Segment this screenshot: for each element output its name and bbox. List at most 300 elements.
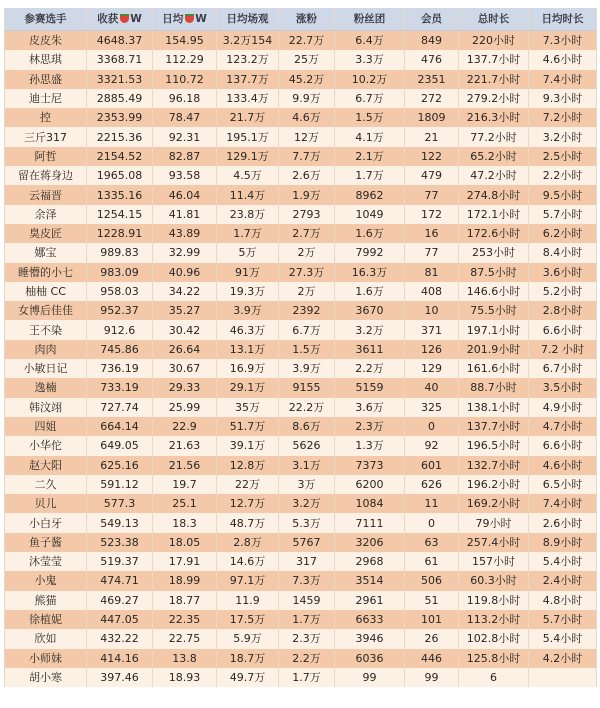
player-name: 余泽 xyxy=(5,205,87,224)
fans-value: 3.9万 xyxy=(279,359,335,378)
total-hours-value: 172.6小时 xyxy=(459,224,529,243)
members-value: 51 xyxy=(405,591,459,610)
header-views: 日均场观 xyxy=(217,8,279,31)
daily-hours-value: 7.3小时 xyxy=(529,31,597,51)
income-value: 958.03 xyxy=(87,282,153,301)
members-value: 26 xyxy=(405,629,459,648)
table-row xyxy=(5,127,597,146)
fans-value: 2.3万 xyxy=(279,629,335,648)
fans-value: 1.7万 xyxy=(279,610,335,629)
daily-hours-value: 4.7小时 xyxy=(529,417,597,436)
members-value: 0 xyxy=(405,417,459,436)
daily-hours-value: 7.2小时 xyxy=(529,108,597,127)
ranking-sheet xyxy=(4,8,596,687)
views-value: 123.2万 xyxy=(217,50,279,69)
daily-hours-value: 2.5小时 xyxy=(529,147,597,166)
header-members: 会员 xyxy=(405,8,459,31)
fans-value: 7.7万 xyxy=(279,147,335,166)
table-row xyxy=(5,243,597,262)
daily-hours-value: 4.6小时 xyxy=(529,50,597,69)
fan-club-value: 2.3万 xyxy=(335,417,405,436)
daily-value: 112.29 xyxy=(153,50,217,69)
income-value: 414.16 xyxy=(87,649,153,668)
fan-club-value: 6.7万 xyxy=(335,89,405,108)
fans-value: 2.7万 xyxy=(279,224,335,243)
table-row xyxy=(5,398,597,417)
fan-club-value: 1084 xyxy=(335,494,405,513)
daily-value: 41.81 xyxy=(153,205,217,224)
total-hours-value: 75.5小时 xyxy=(459,301,529,320)
daily-hours-value: 6.7小时 xyxy=(529,359,597,378)
player-name: 柚柚 CC xyxy=(5,282,87,301)
fan-club-value: 6.4万 xyxy=(335,31,405,51)
views-value: 1.7万 xyxy=(217,224,279,243)
fans-value: 8.6万 xyxy=(279,417,335,436)
player-name: 睡懵的小七 xyxy=(5,263,87,282)
daily-hours-value: 5.2小时 xyxy=(529,282,597,301)
table-row xyxy=(5,301,597,320)
daily-hours-value: 5.4小时 xyxy=(529,629,597,648)
table-row xyxy=(5,571,597,590)
members-value: 126 xyxy=(405,340,459,359)
total-hours-value: 65.2小时 xyxy=(459,147,529,166)
views-value: 195.1万 xyxy=(217,127,279,146)
table-row xyxy=(5,417,597,436)
daily-value: 18.77 xyxy=(153,591,217,610)
income-value: 989.83 xyxy=(87,243,153,262)
header-daily-label: 日均 xyxy=(162,12,184,25)
table-row xyxy=(5,668,597,687)
total-hours-value: 102.8小时 xyxy=(459,629,529,648)
header-income-unit: W xyxy=(130,12,142,25)
table-row xyxy=(5,320,597,339)
daily-value: 30.42 xyxy=(153,320,217,339)
player-name: 四姐 xyxy=(5,417,87,436)
player-name: 皮皮朱 xyxy=(5,31,87,51)
fans-value: 12万 xyxy=(279,127,335,146)
total-hours-value: 157小时 xyxy=(459,552,529,571)
members-value: 77 xyxy=(405,243,459,262)
fans-value: 27.3万 xyxy=(279,263,335,282)
table-row xyxy=(5,456,597,475)
views-value: 14.6万 xyxy=(217,552,279,571)
members-value: 371 xyxy=(405,320,459,339)
daily-value: 32.99 xyxy=(153,243,217,262)
fans-value: 317 xyxy=(279,552,335,571)
fan-club-value: 3670 xyxy=(335,301,405,320)
table-row xyxy=(5,436,597,455)
daily-hours-value: 8.4小时 xyxy=(529,243,597,262)
table-row xyxy=(5,31,597,51)
fan-club-value: 1.7万 xyxy=(335,166,405,185)
fans-value: 22.7万 xyxy=(279,31,335,51)
total-hours-value: 274.8小时 xyxy=(459,185,529,204)
daily-hours-value: 8.9小时 xyxy=(529,533,597,552)
fans-value: 5767 xyxy=(279,533,335,552)
fans-value: 6.7万 xyxy=(279,320,335,339)
income-value: 3368.71 xyxy=(87,50,153,69)
fans-value: 9155 xyxy=(279,378,335,397)
fans-value: 1459 xyxy=(279,591,335,610)
total-hours-value: 216.3小时 xyxy=(459,108,529,127)
player-name: 小师妹 xyxy=(5,649,87,668)
table-row xyxy=(5,166,597,185)
daily-hours-value: 5.4小时 xyxy=(529,552,597,571)
fans-value: 25万 xyxy=(279,50,335,69)
views-value: 5.9万 xyxy=(217,629,279,648)
daily-hours-value: 7.2 小时 xyxy=(529,340,597,359)
members-value: 40 xyxy=(405,378,459,397)
daily-hours-value: 4.8小时 xyxy=(529,591,597,610)
daily-hours-value: 5.7小时 xyxy=(529,205,597,224)
income-value: 1335.16 xyxy=(87,185,153,204)
player-name: 孙思盛 xyxy=(5,70,87,89)
members-value: 479 xyxy=(405,166,459,185)
daily-value: 18.3 xyxy=(153,513,217,532)
views-value: 5万 xyxy=(217,243,279,262)
views-value: 137.7万 xyxy=(217,70,279,89)
player-name: 臭皮匠 xyxy=(5,224,87,243)
members-value: 10 xyxy=(405,301,459,320)
fan-club-value: 1.6万 xyxy=(335,282,405,301)
income-value: 1228.91 xyxy=(87,224,153,243)
total-hours-value: 146.6小时 xyxy=(459,282,529,301)
total-hours-value: 196.5小时 xyxy=(459,436,529,455)
views-value: 35万 xyxy=(217,398,279,417)
members-value: 16 xyxy=(405,224,459,243)
header-income xyxy=(87,8,153,31)
views-value: 21.7万 xyxy=(217,108,279,127)
table-row xyxy=(5,70,597,89)
views-value: 129.1万 xyxy=(217,147,279,166)
total-hours-value: 279.2小时 xyxy=(459,89,529,108)
income-value: 474.71 xyxy=(87,571,153,590)
fan-club-value: 6633 xyxy=(335,610,405,629)
player-name: 林思琪 xyxy=(5,50,87,69)
total-hours-value: 77.2小时 xyxy=(459,127,529,146)
table-row xyxy=(5,147,597,166)
daily-hours-value: 3.5小时 xyxy=(529,378,597,397)
views-value: 23.8万 xyxy=(217,205,279,224)
total-hours-value: 6 xyxy=(459,668,529,687)
daily-value: 40.96 xyxy=(153,263,217,282)
daily-value: 18.93 xyxy=(153,668,217,687)
members-value: 272 xyxy=(405,89,459,108)
player-name: 逸楠 xyxy=(5,378,87,397)
player-name: 阿哲 xyxy=(5,147,87,166)
player-name: 迪士尼 xyxy=(5,89,87,108)
fan-club-value: 1.3万 xyxy=(335,436,405,455)
members-value: 122 xyxy=(405,147,459,166)
daily-value: 34.22 xyxy=(153,282,217,301)
income-value: 469.27 xyxy=(87,591,153,610)
fans-value: 2.6万 xyxy=(279,166,335,185)
fan-club-value: 2.1万 xyxy=(335,147,405,166)
fans-value: 3.1万 xyxy=(279,456,335,475)
members-value: 0 xyxy=(405,513,459,532)
daily-value: 21.56 xyxy=(153,456,217,475)
fan-club-value: 3.6万 xyxy=(335,398,405,417)
views-value: 39.1万 xyxy=(217,436,279,455)
total-hours-value: 88.7小时 xyxy=(459,378,529,397)
daily-value: 19.7 xyxy=(153,475,217,494)
total-hours-value: 220小时 xyxy=(459,31,529,51)
daily-hours-value: 2.2小时 xyxy=(529,166,597,185)
fan-club-value: 99 xyxy=(335,668,405,687)
ranking-table xyxy=(4,8,597,687)
fans-value: 2.2万 xyxy=(279,649,335,668)
members-value: 601 xyxy=(405,456,459,475)
player-name: 胡小寒 xyxy=(5,668,87,687)
members-value: 92 xyxy=(405,436,459,455)
daily-value: 13.8 xyxy=(153,649,217,668)
views-value: 22万 xyxy=(217,475,279,494)
header-daily xyxy=(153,8,217,31)
fan-club-value: 3.3万 xyxy=(335,50,405,69)
player-name: 小鬼 xyxy=(5,571,87,590)
members-value: 81 xyxy=(405,263,459,282)
members-value: 2351 xyxy=(405,70,459,89)
views-value: 11.9 xyxy=(217,591,279,610)
daily-hours-value: 6.2小时 xyxy=(529,224,597,243)
daily-value: 25.99 xyxy=(153,398,217,417)
daily-value: 18.05 xyxy=(153,533,217,552)
daily-hours-value: 7.4小时 xyxy=(529,494,597,513)
player-name: 小白牙 xyxy=(5,513,87,532)
daily-value: 43.89 xyxy=(153,224,217,243)
income-value: 549.13 xyxy=(87,513,153,532)
members-value: 626 xyxy=(405,475,459,494)
table-row xyxy=(5,263,597,282)
total-hours-value: 137.7小时 xyxy=(459,50,529,69)
daily-hours-value: 9.5小时 xyxy=(529,185,597,204)
table-row xyxy=(5,552,597,571)
table-row xyxy=(5,629,597,648)
player-name: 肉肉 xyxy=(5,340,87,359)
fan-club-value: 5159 xyxy=(335,378,405,397)
views-value: 12.7万 xyxy=(217,494,279,513)
player-name: 熊猫 xyxy=(5,591,87,610)
fans-value: 1.9万 xyxy=(279,185,335,204)
members-value: 849 xyxy=(405,31,459,51)
income-value: 2154.52 xyxy=(87,147,153,166)
income-value: 649.05 xyxy=(87,436,153,455)
members-value: 99 xyxy=(405,668,459,687)
members-value: 172 xyxy=(405,205,459,224)
total-hours-value: 79小时 xyxy=(459,513,529,532)
fans-value: 9.9万 xyxy=(279,89,335,108)
table-row xyxy=(5,533,597,552)
total-hours-value: 197.1小时 xyxy=(459,320,529,339)
income-value: 1254.15 xyxy=(87,205,153,224)
members-value: 446 xyxy=(405,649,459,668)
views-value: 133.4万 xyxy=(217,89,279,108)
fans-value: 4.6万 xyxy=(279,108,335,127)
total-hours-value: 172.1小时 xyxy=(459,205,529,224)
fans-value: 45.2万 xyxy=(279,70,335,89)
fan-club-value: 10.2万 xyxy=(335,70,405,89)
header-player: 参赛选手 xyxy=(5,8,87,31)
table-row xyxy=(5,340,597,359)
player-name: 小敏日记 xyxy=(5,359,87,378)
daily-value: 17.91 xyxy=(153,552,217,571)
player-name: 云福晋 xyxy=(5,185,87,204)
income-value: 664.14 xyxy=(87,417,153,436)
player-name: 娜宝 xyxy=(5,243,87,262)
table-row xyxy=(5,50,597,69)
daily-hours-value: 2.6小时 xyxy=(529,513,597,532)
fan-club-value: 2.2万 xyxy=(335,359,405,378)
fans-value: 2万 xyxy=(279,282,335,301)
table-row xyxy=(5,89,597,108)
income-value: 727.74 xyxy=(87,398,153,417)
daily-value: 22.35 xyxy=(153,610,217,629)
total-hours-value: 257.4小时 xyxy=(459,533,529,552)
fan-club-value: 2968 xyxy=(335,552,405,571)
daily-value: 92.31 xyxy=(153,127,217,146)
table-row xyxy=(5,591,597,610)
total-hours-value: 253小时 xyxy=(459,243,529,262)
income-value: 952.37 xyxy=(87,301,153,320)
fans-value: 5.3万 xyxy=(279,513,335,532)
fan-club-value: 3.2万 xyxy=(335,320,405,339)
header-fans: 涨粉 xyxy=(279,8,335,31)
fans-value: 2793 xyxy=(279,205,335,224)
income-value: 4648.37 xyxy=(87,31,153,51)
player-name: 控 xyxy=(5,108,87,127)
fan-club-value: 2961 xyxy=(335,591,405,610)
total-hours-value: 87.5小时 xyxy=(459,263,529,282)
table-row xyxy=(5,282,597,301)
daily-value: 46.04 xyxy=(153,185,217,204)
total-hours-value: 60.3小时 xyxy=(459,571,529,590)
table-body xyxy=(5,31,597,688)
player-name: 小华佗 xyxy=(5,436,87,455)
views-value: 4.5万 xyxy=(217,166,279,185)
total-hours-value: 221.7小时 xyxy=(459,70,529,89)
daily-hours-value: 7.4小时 xyxy=(529,70,597,89)
members-value: 77 xyxy=(405,185,459,204)
daily-hours-value: 6.5小时 xyxy=(529,475,597,494)
views-value: 13.1万 xyxy=(217,340,279,359)
table-row xyxy=(5,359,597,378)
views-value: 3.2万154 xyxy=(217,31,279,51)
fans-value: 2万 xyxy=(279,243,335,262)
fan-club-value: 1.5万 xyxy=(335,108,405,127)
views-value: 3.9万 xyxy=(217,301,279,320)
total-hours-value: 137.7小时 xyxy=(459,417,529,436)
total-hours-value: 119.8小时 xyxy=(459,591,529,610)
income-value: 432.22 xyxy=(87,629,153,648)
daily-hours-value: 3.6小时 xyxy=(529,263,597,282)
player-name: 三斤317 xyxy=(5,127,87,146)
daily-value: 22.75 xyxy=(153,629,217,648)
income-value: 523.38 xyxy=(87,533,153,552)
player-name: 韩汶翊 xyxy=(5,398,87,417)
player-name: 徐植妮 xyxy=(5,610,87,629)
daily-value: 110.72 xyxy=(153,70,217,89)
fan-club-value: 3206 xyxy=(335,533,405,552)
views-value: 16.9万 xyxy=(217,359,279,378)
fans-value: 5626 xyxy=(279,436,335,455)
fan-club-value: 6036 xyxy=(335,649,405,668)
income-value: 447.05 xyxy=(87,610,153,629)
members-value: 1809 xyxy=(405,108,459,127)
player-name: 鱼子酱 xyxy=(5,533,87,552)
daily-value: 93.58 xyxy=(153,166,217,185)
views-value: 97.1万 xyxy=(217,571,279,590)
table-row xyxy=(5,475,597,494)
fan-club-value: 16.3万 xyxy=(335,263,405,282)
daily-value: 35.27 xyxy=(153,301,217,320)
table-row xyxy=(5,378,597,397)
members-value: 21 xyxy=(405,127,459,146)
views-value: 49.7万 xyxy=(217,668,279,687)
daily-value: 154.95 xyxy=(153,31,217,51)
player-name: 二久 xyxy=(5,475,87,494)
daily-value: 96.18 xyxy=(153,89,217,108)
player-name: 欣如 xyxy=(5,629,87,648)
total-hours-value: 125.8小时 xyxy=(459,649,529,668)
daily-value: 22.9 xyxy=(153,417,217,436)
fan-club-value: 3611 xyxy=(335,340,405,359)
members-value: 408 xyxy=(405,282,459,301)
views-value: 18.7万 xyxy=(217,649,279,668)
player-name: 王不染 xyxy=(5,320,87,339)
fans-value: 3万 xyxy=(279,475,335,494)
views-value: 48.7万 xyxy=(217,513,279,532)
fans-value: 1.5万 xyxy=(279,340,335,359)
daily-hours-value: 6.6小时 xyxy=(529,320,597,339)
members-value: 101 xyxy=(405,610,459,629)
daily-value: 21.63 xyxy=(153,436,217,455)
daily-value: 82.87 xyxy=(153,147,217,166)
player-name: 沐莹莹 xyxy=(5,552,87,571)
income-value: 912.6 xyxy=(87,320,153,339)
income-value: 2215.36 xyxy=(87,127,153,146)
members-value: 476 xyxy=(405,50,459,69)
total-hours-value: 201.9小时 xyxy=(459,340,529,359)
views-value: 19.3万 xyxy=(217,282,279,301)
header-total-hours: 总时长 xyxy=(459,8,529,31)
daily-hours-value: 2.8小时 xyxy=(529,301,597,320)
daily-hours-value: 2.4小时 xyxy=(529,571,597,590)
members-value: 11 xyxy=(405,494,459,513)
views-value: 46.3万 xyxy=(217,320,279,339)
fan-club-value: 4.1万 xyxy=(335,127,405,146)
fan-club-value: 7373 xyxy=(335,456,405,475)
fan-club-value: 7992 xyxy=(335,243,405,262)
views-value: 17.5万 xyxy=(217,610,279,629)
table-row xyxy=(5,108,597,127)
views-value: 2.8万 xyxy=(217,533,279,552)
table-row xyxy=(5,494,597,513)
table-row xyxy=(5,205,597,224)
fans-value: 2392 xyxy=(279,301,335,320)
header-income-label: 收获 xyxy=(97,12,119,25)
daily-hours-value: 3.2小时 xyxy=(529,127,597,146)
total-hours-value: 196.2小时 xyxy=(459,475,529,494)
income-value: 397.46 xyxy=(87,668,153,687)
fans-value: 7.3万 xyxy=(279,571,335,590)
table-row xyxy=(5,649,597,668)
player-name: 女博后佳佳 xyxy=(5,301,87,320)
fans-value: 22.2万 xyxy=(279,398,335,417)
members-value: 129 xyxy=(405,359,459,378)
watermelon-icon xyxy=(185,14,194,23)
table-row xyxy=(5,513,597,532)
daily-value: 78.47 xyxy=(153,108,217,127)
